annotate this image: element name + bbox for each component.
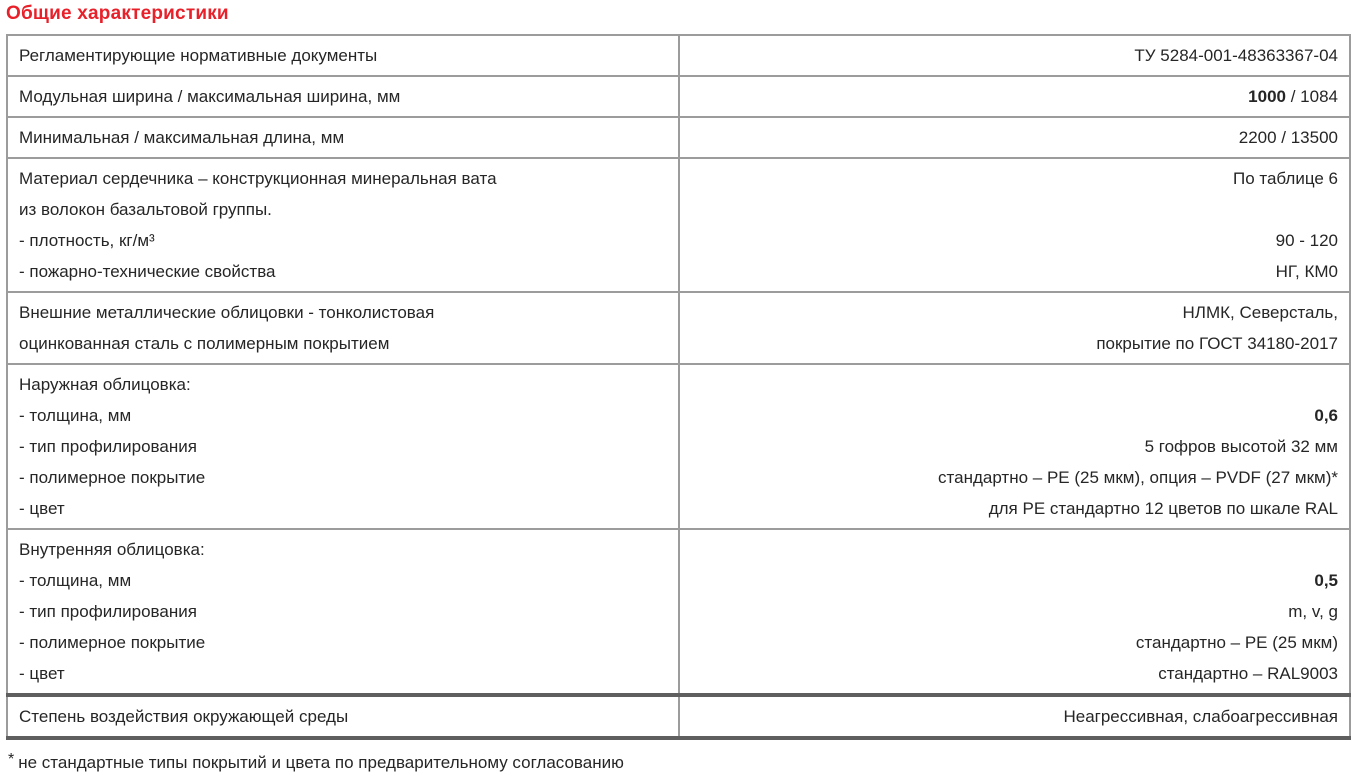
cell-line: - толщина, мм [19, 571, 132, 590]
table-row [7, 35, 1350, 76]
table-row [7, 117, 1350, 158]
table-row [7, 76, 1350, 117]
spec-value-cell [679, 364, 1351, 529]
cell-line: Модульная ширина / максимальная ширина, мм [19, 87, 401, 106]
cell-line: Внутренняя облицовка: [19, 540, 205, 559]
cell-line: покрытие по ГОСТ 34180-2017 [1096, 334, 1338, 353]
cell-line: 1000 / 1084 [1248, 87, 1338, 106]
cell-line: из волокон базальтовой группы. [19, 200, 272, 219]
cell-line: Минимальная / максимальная длина, мм [19, 128, 345, 147]
cell-line: Наружная облицовка: [19, 375, 191, 394]
cell-line [691, 534, 1339, 565]
cell-line: 5 гофров высотой 32 мм [1144, 437, 1338, 456]
cell-line: Регламентирующие нормативные документы [19, 46, 378, 65]
cell-line [691, 194, 1339, 225]
cell-line: - цвет [19, 499, 65, 518]
cell-line: Неагрессивная, слабоагрессивная [1063, 707, 1338, 726]
spec-name-cell [7, 158, 679, 292]
cell-line: стандартно – RAL9003 [1158, 664, 1338, 683]
spec-name-cell [7, 529, 679, 695]
spec-name-cell [7, 292, 679, 364]
cell-line: стандартно – PE (25 мкм) [1135, 633, 1338, 652]
spec-name-cell [7, 364, 679, 529]
specifications-table [6, 34, 1351, 740]
spec-value-cell [679, 292, 1351, 364]
footnote-text: не стандартные типы покрытий и цвета по предварительному согласованию [18, 753, 624, 772]
spec-value-cell [679, 529, 1351, 695]
footnote [6, 751, 1353, 773]
cell-line: 90 - 120 [1275, 231, 1338, 250]
cell-line: 0,6 [1314, 406, 1338, 425]
table-row [7, 158, 1350, 292]
cell-line: - пожарно-технические свойства [19, 262, 276, 281]
spec-name-cell [7, 35, 679, 76]
cell-line: 0,5 [1314, 571, 1338, 590]
cell-line: - тип профилирования [19, 437, 197, 456]
cell-line: - цвет [19, 664, 65, 683]
table-row [7, 529, 1350, 695]
cell-line: - полимерное покрытие [19, 633, 206, 652]
spec-value-cell [679, 117, 1351, 158]
table-row [7, 292, 1350, 364]
cell-line: НГ, КМ0 [1275, 262, 1338, 281]
cell-line: Степень воздействия окружающей среды [19, 707, 349, 726]
cell-line: - толщина, мм [19, 406, 132, 425]
cell-line: - тип профилирования [19, 602, 197, 621]
table-row [7, 695, 1350, 738]
cell-line: оцинкованная сталь с полимерным покрытием [19, 334, 390, 353]
footnote-asterisk: * [8, 751, 15, 768]
spec-value-cell [679, 695, 1351, 738]
cell-line: - плотность, кг/м³ [19, 231, 155, 250]
spec-value-cell [679, 76, 1351, 117]
spec-value-cell [679, 35, 1351, 76]
cell-line: - полимерное покрытие [19, 468, 206, 487]
cell-line: По таблице 6 [1232, 169, 1338, 188]
spec-table-body [7, 35, 1350, 738]
cell-line: Материал сердечника – конструкционная минеральная вата [19, 169, 497, 188]
cell-line: ТУ 5284-001-48363367-04 [1134, 46, 1338, 65]
cell-line: 2200 / 13500 [1238, 128, 1338, 147]
cell-line: m, v, g [1288, 602, 1338, 621]
cell-line: для PE стандартно 12 цветов по шкале RAL [988, 499, 1338, 518]
spec-value-cell [679, 158, 1351, 292]
spec-name-cell [7, 117, 679, 158]
cell-line: стандартно – PE (25 мкм), опция – PVDF (27 мкм)* [938, 468, 1338, 487]
cell-line: Внешние металлические облицовки - тонколистовая [19, 303, 435, 322]
spec-name-cell [7, 76, 679, 117]
page-title: Общие характеристики [6, 3, 229, 24]
table-row [7, 364, 1350, 529]
cell-line [691, 369, 1339, 400]
cell-line: НЛМК, Северсталь, [1182, 303, 1338, 322]
spec-name-cell [7, 695, 679, 738]
